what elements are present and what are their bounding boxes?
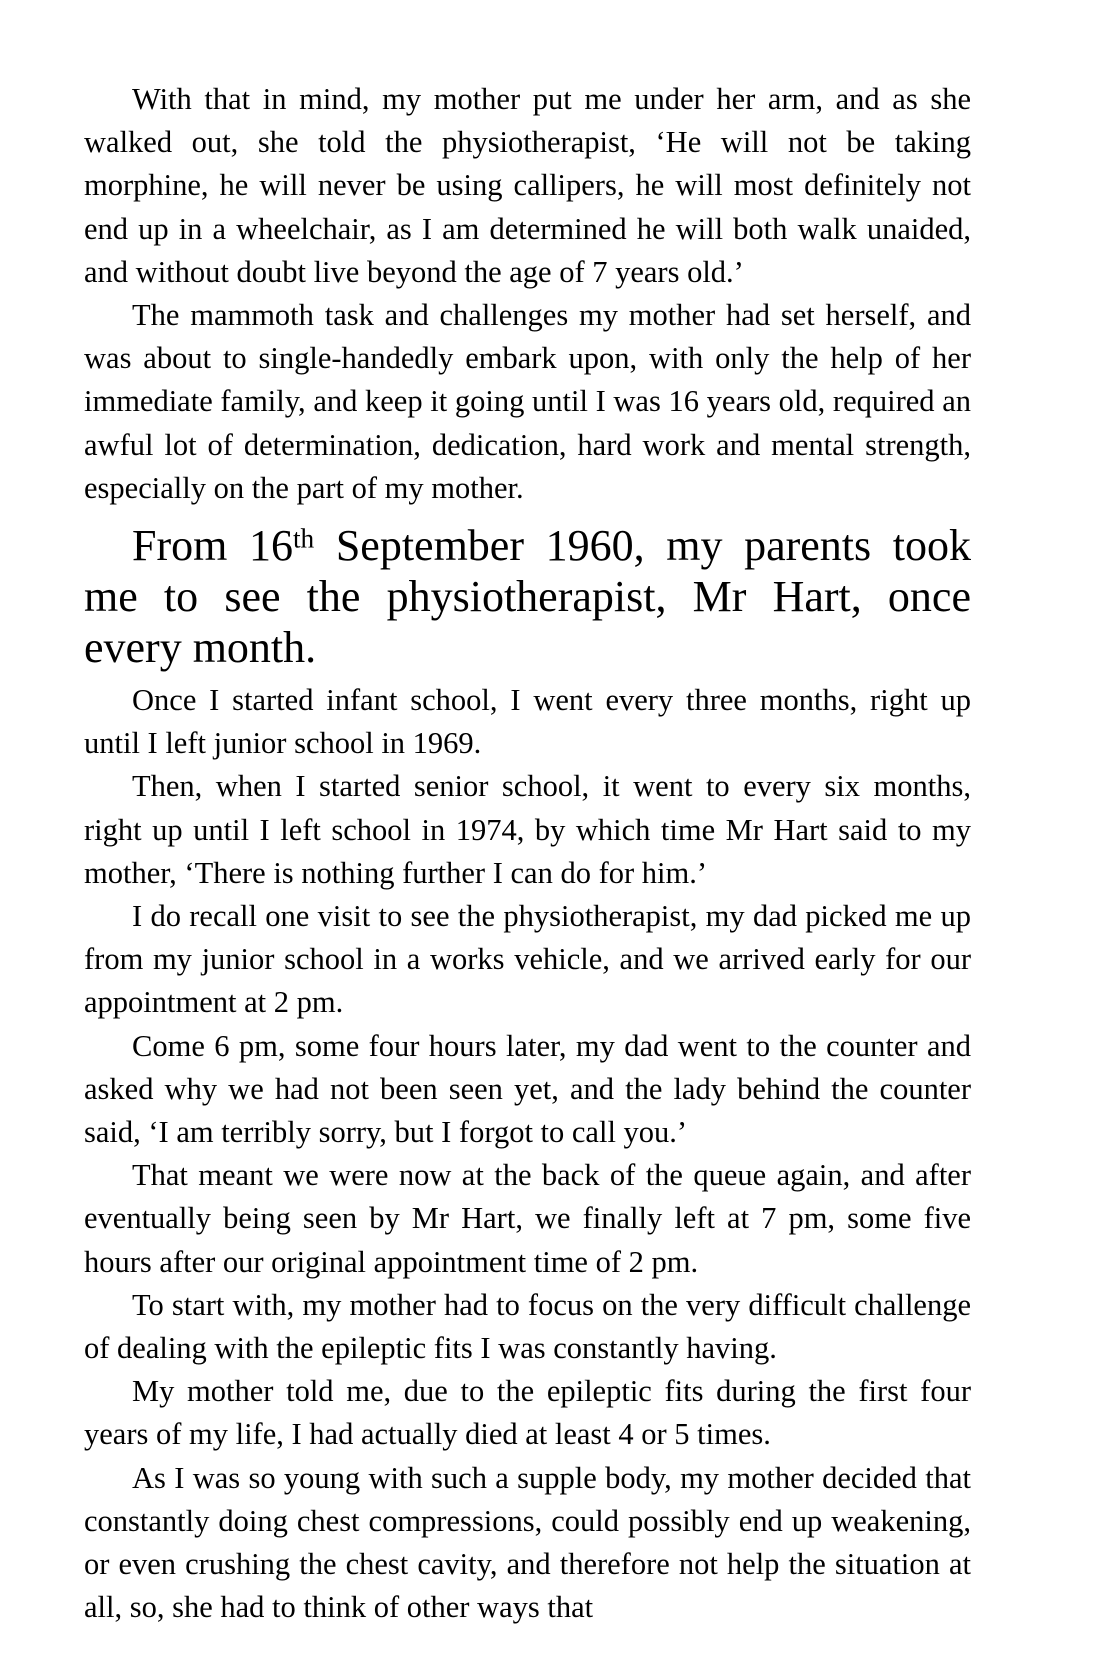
section-heading-prefix: From 16 <box>132 521 293 571</box>
paragraph-8: To start with, my mother had to focus on the very difficult challenge of dealing with the epileptic fits I was constantly having. <box>84 1287 971 1366</box>
page-text-column <box>84 78 971 1630</box>
paragraph-6: Come 6 pm, some four hours later, my dad went to the counter and asked why we had not been seen yet, and the lady behind the counter said, ‘I am terribly sorry, but I forgot to call you.’ <box>84 1028 971 1150</box>
section-heading-ordinal-suffix: th <box>292 523 315 554</box>
paragraph-3: Once I started infant school, I went every three months, right up until I left junior school in 1969. <box>84 683 971 761</box>
section-heading-suffix: September 1960, my parents took me to see the physiotherapist, Mr Hart, once every month. <box>84 521 971 673</box>
paragraph-9: My mother told me, due to the epileptic fits during the first four years of my life, I had actually died at least 4 or 5 times. <box>84 1374 971 1452</box>
paragraph-7: That meant we were now at the back of the queue again, and after eventually being seen by Mr Hart, we finally left at 7 pm, some five hours after our original appointment time of 2 pm. <box>84 1158 971 1279</box>
paragraph-2: The mammoth task and challenges my mother had set herself, and was about to single-handedly embark upon, with only the help of her immediate family, and keep it going until I was 16 years old, required an awful lot of determination, dedication, hard work and mental strength, especially on the part of my mother. <box>84 298 971 505</box>
paragraph-4: Then, when I started senior school, it went to every six months, right up until I left school in 1974, by which time Mr Hart said to my mother, ‘There is nothing further I can do for him.’ <box>84 769 971 890</box>
paragraph-5: I do recall one visit to see the physiotherapist, my dad picked me up from my junior school in a works vehicle, and we arrived early for our appointment at 2 pm. <box>84 899 971 1020</box>
paragraph-1: With that in mind, my mother put me under her arm, and as she walked out, she told the physiotherapist, ‘He will not be taking morphine, he will never be using callipers, he will most definitely not end up in a wheelchair, as I am determined he will both walk unaided, and without doubt live beyond the age of 7 years old.’ <box>84 82 971 289</box>
paragraph-10: As I was so young with such a supple body, my mother decided that constantly doing chest compressions, could possibly end up weakening, or even crushing the chest cavity, and therefore not help the situation at all, so, she had to think of other ways that <box>84 1460 971 1625</box>
section-heading <box>84 520 971 673</box>
